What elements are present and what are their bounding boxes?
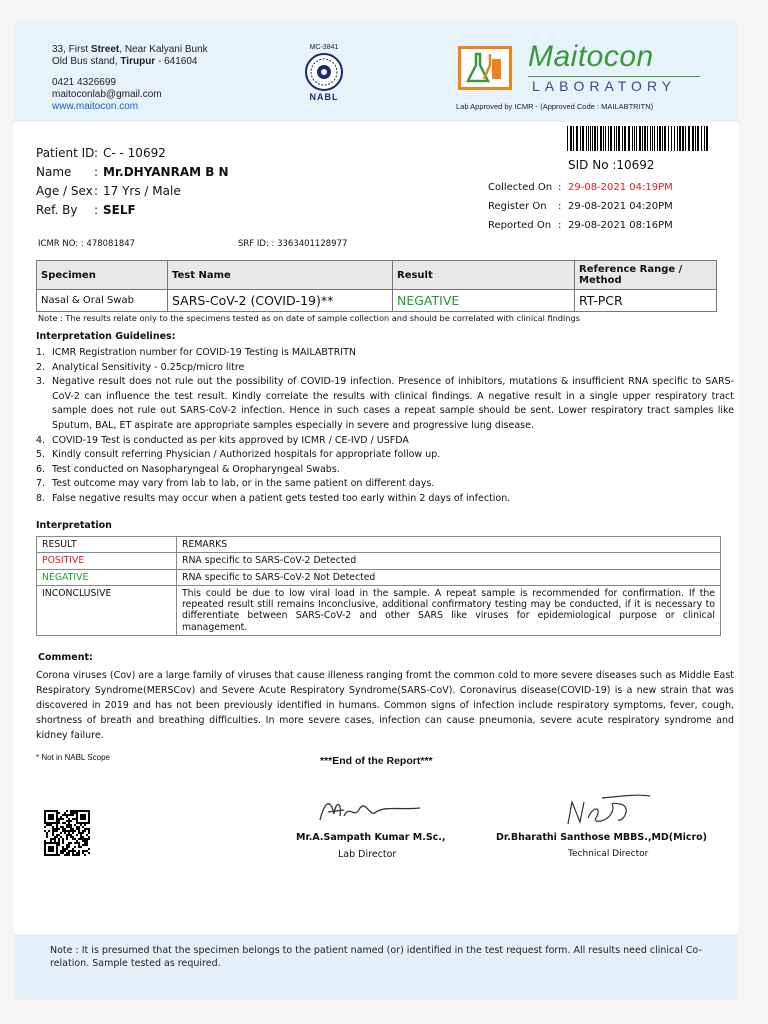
srf-id: SRF ID: : 3363401128977 <box>238 239 348 249</box>
lab-email: maitoconlab@gmail.com <box>52 89 162 100</box>
item-number: 8. <box>36 492 46 504</box>
item-text: Test outcome may vary from lab to lab, or in the same patient on different days. <box>52 478 435 490</box>
item-text: Test conducted on Nasopharyngeal & Oropharyngeal Swabs. <box>52 463 340 475</box>
reported-value: 29-08-2021 08:16PM <box>568 220 673 231</box>
item-number: 4. <box>36 434 46 446</box>
report-header <box>14 20 738 122</box>
nabl-code: MC-3841 <box>309 44 339 51</box>
column-header: RESULT <box>37 537 177 553</box>
interpretation-title: Interpretation <box>36 520 112 531</box>
comment-text: Corona viruses (Cov) are a large family of viruses that cause illeness ranging fromt the common cold to more severe diseases such as Middle East Respiratory Syndrome(MERSCov) and Severe Acute Respiratory Syndrome(SARS-CoV). Coronavirus disease(COVID-19) is a new strain that was discovered in 2019 and has not been previously identified in humans. Common signs of infection include respiratory symptoms, fever, cough, shortness of breath and breathing difficulties. In more severe cases, infection can cause pneumonia, severe acute respiratory syndrome and kidney failure. <box>36 670 734 741</box>
result-table <box>36 260 717 312</box>
table-row <box>37 553 721 569</box>
remark-cell: RNA specific to SARS-CoV-2 Detected <box>177 553 721 569</box>
nabl-seal-icon <box>304 52 344 92</box>
list-item <box>36 448 734 463</box>
column-header: Result <box>393 261 575 290</box>
technical-director-role: Technical Director <box>568 849 649 859</box>
item-number: 2. <box>36 361 46 373</box>
item-number: 3. <box>36 376 46 388</box>
item-text: False negative results may occur when a patient gets tested too early within 2 days of infection. <box>52 492 511 504</box>
signature-technical-director <box>562 792 652 828</box>
address-text: , Near Kalyani Bunk <box>119 44 208 55</box>
lab-director-name: Mr.A.Sampath Kumar M.Sc., <box>296 832 446 843</box>
results-note: Note : The results relate only to the specimens tested as on date of sample collection and should be correlated with clinical findings <box>38 313 580 323</box>
patient-id-label: Patient ID <box>36 146 94 160</box>
lab-report <box>14 20 738 1000</box>
patient-name-label: Name <box>36 165 72 179</box>
register-label: Register On <box>488 201 547 212</box>
list-item <box>36 346 734 361</box>
patient-name-value: Mr.DHYANRAM B N <box>103 165 229 179</box>
table-row <box>37 569 721 585</box>
brand-divider <box>528 76 700 77</box>
table-header-row <box>37 261 717 290</box>
address-text: - 641604 <box>155 56 198 67</box>
icmr-approval: Lab Approved by ICMR - (Approved Code : MAILABTRITN) <box>456 102 654 111</box>
list-item <box>36 492 734 507</box>
nabl-scope-note: * Not in NABL Scope <box>36 753 110 762</box>
item-number: 5. <box>36 449 46 461</box>
list-item <box>36 375 734 433</box>
footer-note: Note : It is presumed that the specimen belongs to the patient named (or) identified in the test request form. All results need clinical Co-relation. Sample tested as required. <box>50 945 702 969</box>
column-header: Reference Range / Method <box>575 261 717 290</box>
referred-by-value: SELF <box>103 203 136 217</box>
flask-icon <box>461 49 509 87</box>
interpretation-table <box>36 536 721 636</box>
remark-cell: This could be due to low viral load in the sample. A repeat sample is recommended for confirmation. If the repeated result still remains Inconclusive, additional confirmatory testing may be conducted, if it is necessary to differentiate between SARS-CoV-2 and other SARS like viruses for epidemiological purpose or clinical management. <box>177 585 721 635</box>
item-text: Negative result does not rule out the possibility of COVID-19 infection. Presence of inhibitors, mutations & insufficient RNA specific to SARS-CoV-2 can influence the test result. Kindly correlate the results with clinical findings. A negative result in a single upper respiratory tract sample does not rule out SARS-CoV-2 infection. Hence in such cases a repeat sample should be sent. Lower respiratory tract samples like Sputum, BAL, ET aspirate are appropriate samples especially in severe and progressive lung disease. <box>52 376 734 431</box>
patient-age-label: Age / Sex <box>36 184 93 198</box>
item-number: 1. <box>36 347 46 358</box>
address-text: Street <box>90 44 120 55</box>
nabl-label: NABL <box>309 92 339 102</box>
sample-dates: Collected On : 29-08-2021 04:19PM Register On : 29-08-2021 04:20PM Reported On : 29-08-2021 08:16PM <box>488 178 673 235</box>
table-row <box>37 290 717 312</box>
report-footer <box>14 934 738 1000</box>
address-text: Old Bus stand, <box>52 56 121 67</box>
nabl-logo <box>298 44 350 102</box>
item-text: COVID-19 Test is conducted as per kits approved by ICMR / CE-IVD / USFDA <box>52 434 409 446</box>
maitocon-logo <box>458 46 512 90</box>
item-number: 6. <box>36 463 46 475</box>
result-positive: POSITIVE <box>37 553 177 569</box>
guidelines-list <box>36 346 734 507</box>
test-name-cell: SARS-CoV-2 (COVID-19)** <box>168 290 393 312</box>
qr-code-icon <box>44 810 90 856</box>
technical-director-name: Dr.Bharathi Santhose MBBS.,MD(Micro) <box>496 832 708 843</box>
table-row <box>37 585 721 635</box>
lab-phone: 0421 4326699 <box>52 77 116 88</box>
list-item <box>36 434 734 449</box>
patient-info: Patient ID : C- - 10692 Name : Mr.DHYANRAM B N Age / Sex : 17 Yrs / Male Ref. By : SELF <box>36 144 229 220</box>
specimen-cell: Nasal & Oral Swab <box>37 290 168 312</box>
result-cell: NEGATIVE <box>393 290 575 312</box>
register-value: 29-08-2021 04:20PM <box>568 201 673 212</box>
reported-label: Reported On <box>488 220 552 231</box>
address-text: 33, First <box>52 44 91 55</box>
item-number: 7. <box>36 478 46 490</box>
icmr-number: ICMR NO: : 478081847 <box>38 239 136 249</box>
list-item <box>36 463 734 478</box>
item-text: ICMR Registration number for COVID-19 Testing is MAILABTRITN <box>52 347 356 358</box>
remark-cell: RNA specific to SARS-CoV-2 Not Detected <box>177 569 721 585</box>
lab-address <box>52 44 208 113</box>
patient-age-value: 17 Yrs / Male <box>103 184 181 198</box>
signature-lab-director <box>314 790 424 826</box>
brand-name: Maitocon <box>528 40 654 73</box>
comment-title: Comment: <box>38 652 93 663</box>
item-text: Analytical Sensitivity - 0.25cp/micro litre <box>52 361 245 373</box>
list-item <box>36 361 734 376</box>
result-inconclusive: INCONCLUSIVE <box>37 585 177 635</box>
guidelines-title: Interpretation Guidelines: <box>36 331 176 342</box>
column-header: REMARKS <box>177 537 721 553</box>
method-cell: RT-PCR <box>575 290 717 312</box>
lab-director-role: Lab Director <box>338 849 397 860</box>
patient-id-value: C- - 10692 <box>103 146 166 160</box>
referred-by-label: Ref. By <box>36 203 78 217</box>
end-of-report: ***End of the Report*** <box>320 755 433 767</box>
collected-value: 29-08-2021 04:19PM <box>568 182 673 193</box>
brand-subtitle: LABORATORY <box>532 78 677 94</box>
barcode-icon <box>567 126 709 151</box>
list-item <box>36 477 734 492</box>
result-negative: NEGATIVE <box>37 569 177 585</box>
collected-label: Collected On <box>488 182 553 193</box>
address-text: Tirupur <box>120 56 156 67</box>
table-header-row <box>37 537 721 553</box>
sid-number: SID No :10692 <box>568 158 655 172</box>
column-header: Test Name <box>168 261 393 290</box>
column-header: Specimen <box>37 261 168 290</box>
item-text: Kindly consult referring Physician / Authorized hospitals for appropriate follow up. <box>52 449 441 461</box>
lab-website[interactable]: www.maitocon.com <box>52 101 139 112</box>
